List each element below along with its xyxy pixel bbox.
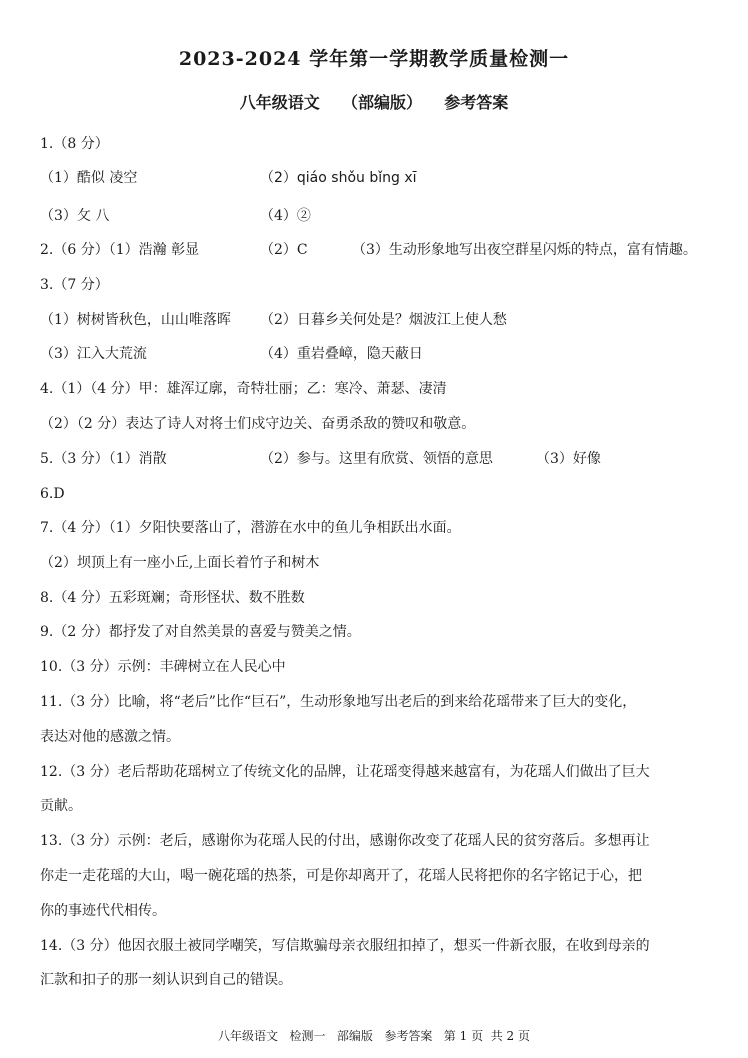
q11-answer-line-2: 表达对他的感激之情。 [40,729,180,745]
q6-answer: 6.D [40,486,65,502]
q12-answer-line-2: 贡献。 [40,798,82,814]
q3-heading: 3.（7 分） [40,277,109,293]
document-title: 2023-2024 学年第一学期教学质量检测一 [178,48,570,70]
q1-answer-4: （4）② [260,208,311,224]
q3-answer-2: （2）日暮乡关何处是？烟波江上使人愁 [260,312,507,328]
q10-answer: 10.（3 分）示例：丰碑树立在人民心中 [40,659,286,675]
q13-answer-line-2: 你走一走花瑶的大山，喝一碗花瑶的热茶，可是你却离开了，花瑶人民将把你的名字铭记于心，把 [40,868,642,884]
q13-answer-line-1: 13.（3 分）示例：老后，感谢你为花瑶人民的付出，感谢你改变了花瑶人民的贫穷落后。多想再让 [40,833,650,849]
q1-answer-3: （3）攵 八 [40,208,110,224]
q3-answer-1: （1）树树皆秋色，山山唯落晖 [40,312,231,328]
q14-answer-line-1: 14.（3 分）他因衣服土被同学嘲笑，写信欺骗母亲衣服纽扣掉了，想买一件新衣服，在收到母亲的 [40,938,650,954]
q4-answer-1: 4.（1）（4 分）甲：雄浑辽廓，奇特壮丽；乙：寒冷、萧瑟、凄清 [40,381,447,397]
q2-answer-2: （2）C [260,242,308,258]
document-subtitle: 八年级语文 （部编版） 参考答案 [239,93,509,112]
q12-answer-line-1: 12.（3 分）老后帮助花瑶树立了传统文化的品牌，让花瑶变得越来越富有，为花瑶人们做出了巨大 [40,764,650,780]
q7-answer-2: （2）坝顶上有一座小丘,上面长着竹子和树木 [40,555,320,571]
page-footer: 八年级语文 检测一 部编版 参考答案 第 1 页 共 2 页 [218,1029,530,1043]
q9-answer: 9.（2 分）都抒发了对自然美景的喜爱与赞美之情。 [40,624,361,640]
q1-heading: 1.（8 分） [40,136,109,152]
q3-answer-3: （3）江入大荒流 [40,346,147,362]
q1-answer-1: （1）酷似 凌空 [40,170,138,186]
q2-answer-3: （3）生动形象地写出夜空群星闪烁的特点，富有情趣。 [352,242,697,258]
q7-answer-1: 7.（4 分）（1）夕阳快要落山了，潜游在水中的鱼儿争相跃出水面。 [40,520,461,536]
q4-answer-2: （2）（2 分）表达了诗人对将士们戍守边关、奋勇杀敌的赞叹和敬意。 [40,416,476,432]
q14-answer-line-2: 汇款和扣子的那一刻认识到自己的错误。 [40,972,292,988]
q5-answer-3: （3）好像 [536,451,601,467]
q2-answer-1: 2.（6 分）（1）浩瀚 彰显 [40,242,200,258]
q11-answer-line-1: 11.（3 分）比喻，将“老后”比作“巨石”，生动形象地写出老后的到来给花瑶带来了巨大的变化， [40,694,637,710]
q5-answer-2: （2）参与。这里有欣赏、领悟的意思 [260,451,493,467]
q1-answer-2: （2）qiáo shǒu bǐng xī [260,170,417,186]
q3-answer-4: （4）重岩叠嶂，隐天蔽日 [260,346,423,362]
q8-answer: 8.（4 分）五彩斑斓；奇形怪状、数不胜数 [40,590,305,606]
q13-answer-line-3: 你的事迹代代相传。 [40,903,166,919]
q5-answer-1: 5.（3 分）（1）消散 [40,451,167,467]
